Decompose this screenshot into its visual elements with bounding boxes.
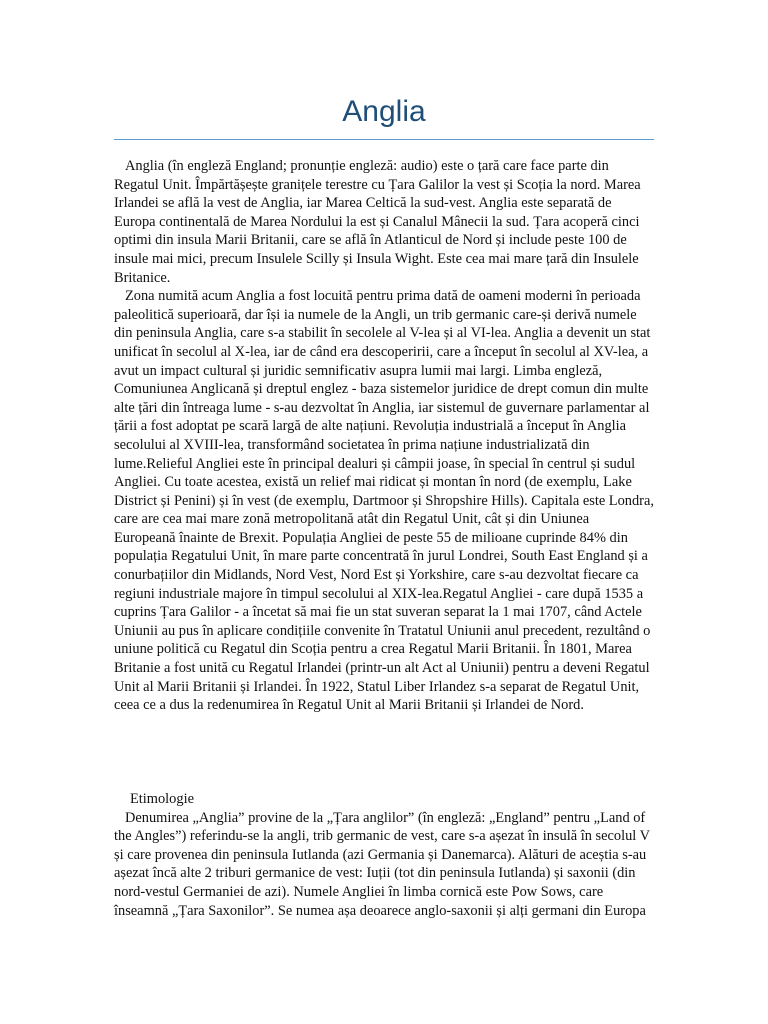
paragraph: Zona numită acum Anglia a fost locuită pentru prima dată de oameni moderni în perioada paleolitică superioară, dar își ia numele de la Angli, un trib germanic care-și derivă numele din peninsula Anglia, care s-a stabilit în secolele al V-lea și al VI-lea. Anglia a devenit un stat unificat în secolul al X-lea, iar de când era descoperirii, care a început în secolul al XV-lea, a avut un impact cultural și juridic semnificativ asupra lumii mai largi. Limba engleză, Comuniunea Anglicană și dreptul englez - baza sistemelor juridice de drept comun din multe alte țări din întreaga lume - s-au dezvoltat în Anglia, iar sistemul de guvernare parlamentar al țării a fost adoptat pe scară largă de alte națiuni. Revoluția industrială a început în Anglia secolului al XVIII-lea, transformând societatea în prima națiune industrializată din lume.Relieful Angliei este în principal dealuri și câmpii joase, în special în centrul și sudul Angliei. Cu toate acestea, există un relief mai ridicat și montan în nord (de exemplu, Lake District și Penini) și în vest (de exemplu, Dartmoor și Shropshire Hills). Capitala este Londra, care are cea mai mare zonă metropolitană atât din Regatul Unit, cât și din Uniunea Europeană înainte de Brexit. Populația Angliei de peste 55 de milioane cuprinde 84% din populația Regatului Unit, în mare parte concentrată în jurul Londrei, South East England și a conurbațiilor din Midlands, Nord Vest, Nord Est și Yorkshire, care s-au dezvoltat fiecare ca regiuni industriale majore în timpul secolului al XIX-lea.Regatul Angliei - care după 1535 a cuprins Țara Galilor - a încetat să mai fie un stat suveran separat la 1 mai 1707, când Actele Uniunii au pus în aplicare condițiile convenite în Tratatul Uniunii anul precedent, rezultând o uniune politică cu Regatul din Scoția pentru a crea Regatul Marii Britanii. În 1801, Marea Britanie a fost unită cu Regatul Irlandei (printr-un alt Act al Uniunii) pentru a deveni Regatul Unit al Marii Britanii și Irlandei. În 1922, Statul Liber Irlandez s-a separat de Regatul Unit, ceea ce a dus la redenumirea în Regatul Unit al Marii Britanii și Irlandei de Nord. [114,288,654,714]
section-heading: Etimologie [130,791,194,807]
page-title: Anglia [342,95,426,128]
title-underline [114,139,654,140]
intro-section [114,157,654,715]
paragraph: Denumirea „Anglia” provine de la „Țara anglilor” (în engleză: „England” pentru „Land of the Angles”) referindu-se la angli, trib germanic de vest, care s-a așezat în insulă în secolul V și care provenea din peninsula Iutlanda (azi Germania și Danemarca). Alături de aceștia s-au așezat încă alte 2 triburi germanice de vest: Iuții (tot din peninsula Iutlanda) și saxonii (din nord-vestul Germaniei de azi). Numele Angliei în limba cornică este Pow Sows, care înseamnă „Țara Saxonilor”. Se numea așa deoarece anglo-saxonii și alți germani din Europa [114,809,650,919]
etymology-section [114,790,654,920]
paragraph: Anglia (în engleză England; pronunție engleză: audio) este o țară care face parte din Regatul Unit. Împărtășește granițele terestre cu Țara Galilor la vest și Scoția la nord. Marea Irlandei se află la vest de Anglia, iar Marea Celtică la sud-vest. Anglia este separată de Europa continentală de Marea Nordului la est și Canalul Mânecii la sud. Țara acoperă cinci optimi din insula Marii Britanii, care se află în Atlanticul de Nord și include peste 100 de insule mai mici, precum Insulele Scilly și Insula Wight. Este cea mai mare țară din Insulele Britanice. [114,158,641,286]
